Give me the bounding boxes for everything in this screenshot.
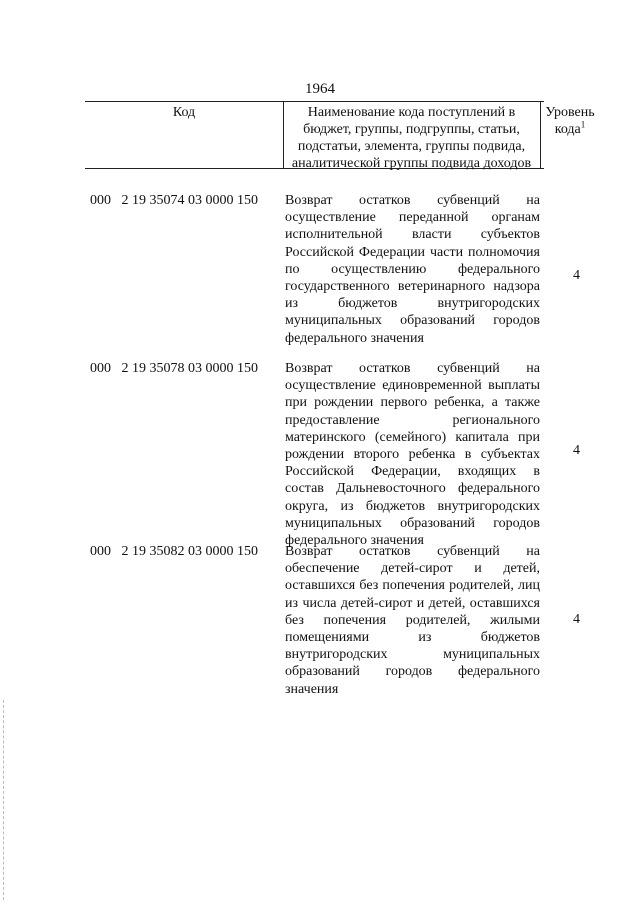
page-number: 1964 <box>305 81 335 97</box>
row-code <box>90 543 258 560</box>
header-level-label: Уровень кода <box>545 105 595 137</box>
table-row <box>0 360 640 549</box>
row-level: 4 <box>573 612 580 627</box>
header-level-cell <box>540 102 600 138</box>
row-level: 4 <box>573 443 580 458</box>
table-row <box>0 192 640 362</box>
row-code <box>90 192 258 209</box>
header-code-label: Код <box>172 105 196 120</box>
row-admin-code: 000 <box>90 361 111 376</box>
row-level: 4 <box>573 268 580 283</box>
header-name-column <box>283 102 541 171</box>
table-row <box>0 543 640 703</box>
scan-margin-line <box>3 700 5 900</box>
row-budget-code: 2 19 35078 03 0000 150 <box>121 361 258 376</box>
row-description: Возврат остатков субвенций на обеспечение детей-сирот и детей, оставшихся без попечения родителей, лиц из числа детей-сирот и детей, оставшихся без попечения родителей, жилыми помещениями из бюджетов внутригородских муниципальных образований городов федерального значения <box>285 544 540 697</box>
row-admin-code: 000 <box>90 193 111 208</box>
header-level-column <box>540 102 600 168</box>
row-budget-code: 2 19 35074 03 0000 150 <box>121 193 258 208</box>
row-description: Возврат остатков субвенций на осуществление переданной органам исполнительной власти субъектов Российской Федерации части полномочия по осуществлению федерального государственного ветеринарного надзора из бюджетов внутригородских муниципальных образований городов федерального значения <box>285 193 540 346</box>
footnote-marker: 1 <box>580 119 586 130</box>
row-description: Возврат остатков субвенций на осуществление единовременной выплаты при рождении первого ребенка, а также предоставление регионального материнского (семейного) капитала при рождении второго ребенка в субъектах Российской Федерации, входящих в состав Дальневосточного федерального округа, из бюджетов внутригородских муниципальных образований городов федерального значения <box>285 361 540 549</box>
header-code-column <box>85 102 284 168</box>
header-name-label: Наименование кода поступлений в бюджет, группы, подгруппы, статьи, подстатьи, элемента, группы подвида, аналитической группы подвида доходов <box>291 105 532 171</box>
row-code <box>90 360 258 377</box>
table-header <box>85 101 595 171</box>
row-admin-code: 000 <box>90 544 111 559</box>
row-budget-code: 2 19 35082 03 0000 150 <box>121 544 258 559</box>
